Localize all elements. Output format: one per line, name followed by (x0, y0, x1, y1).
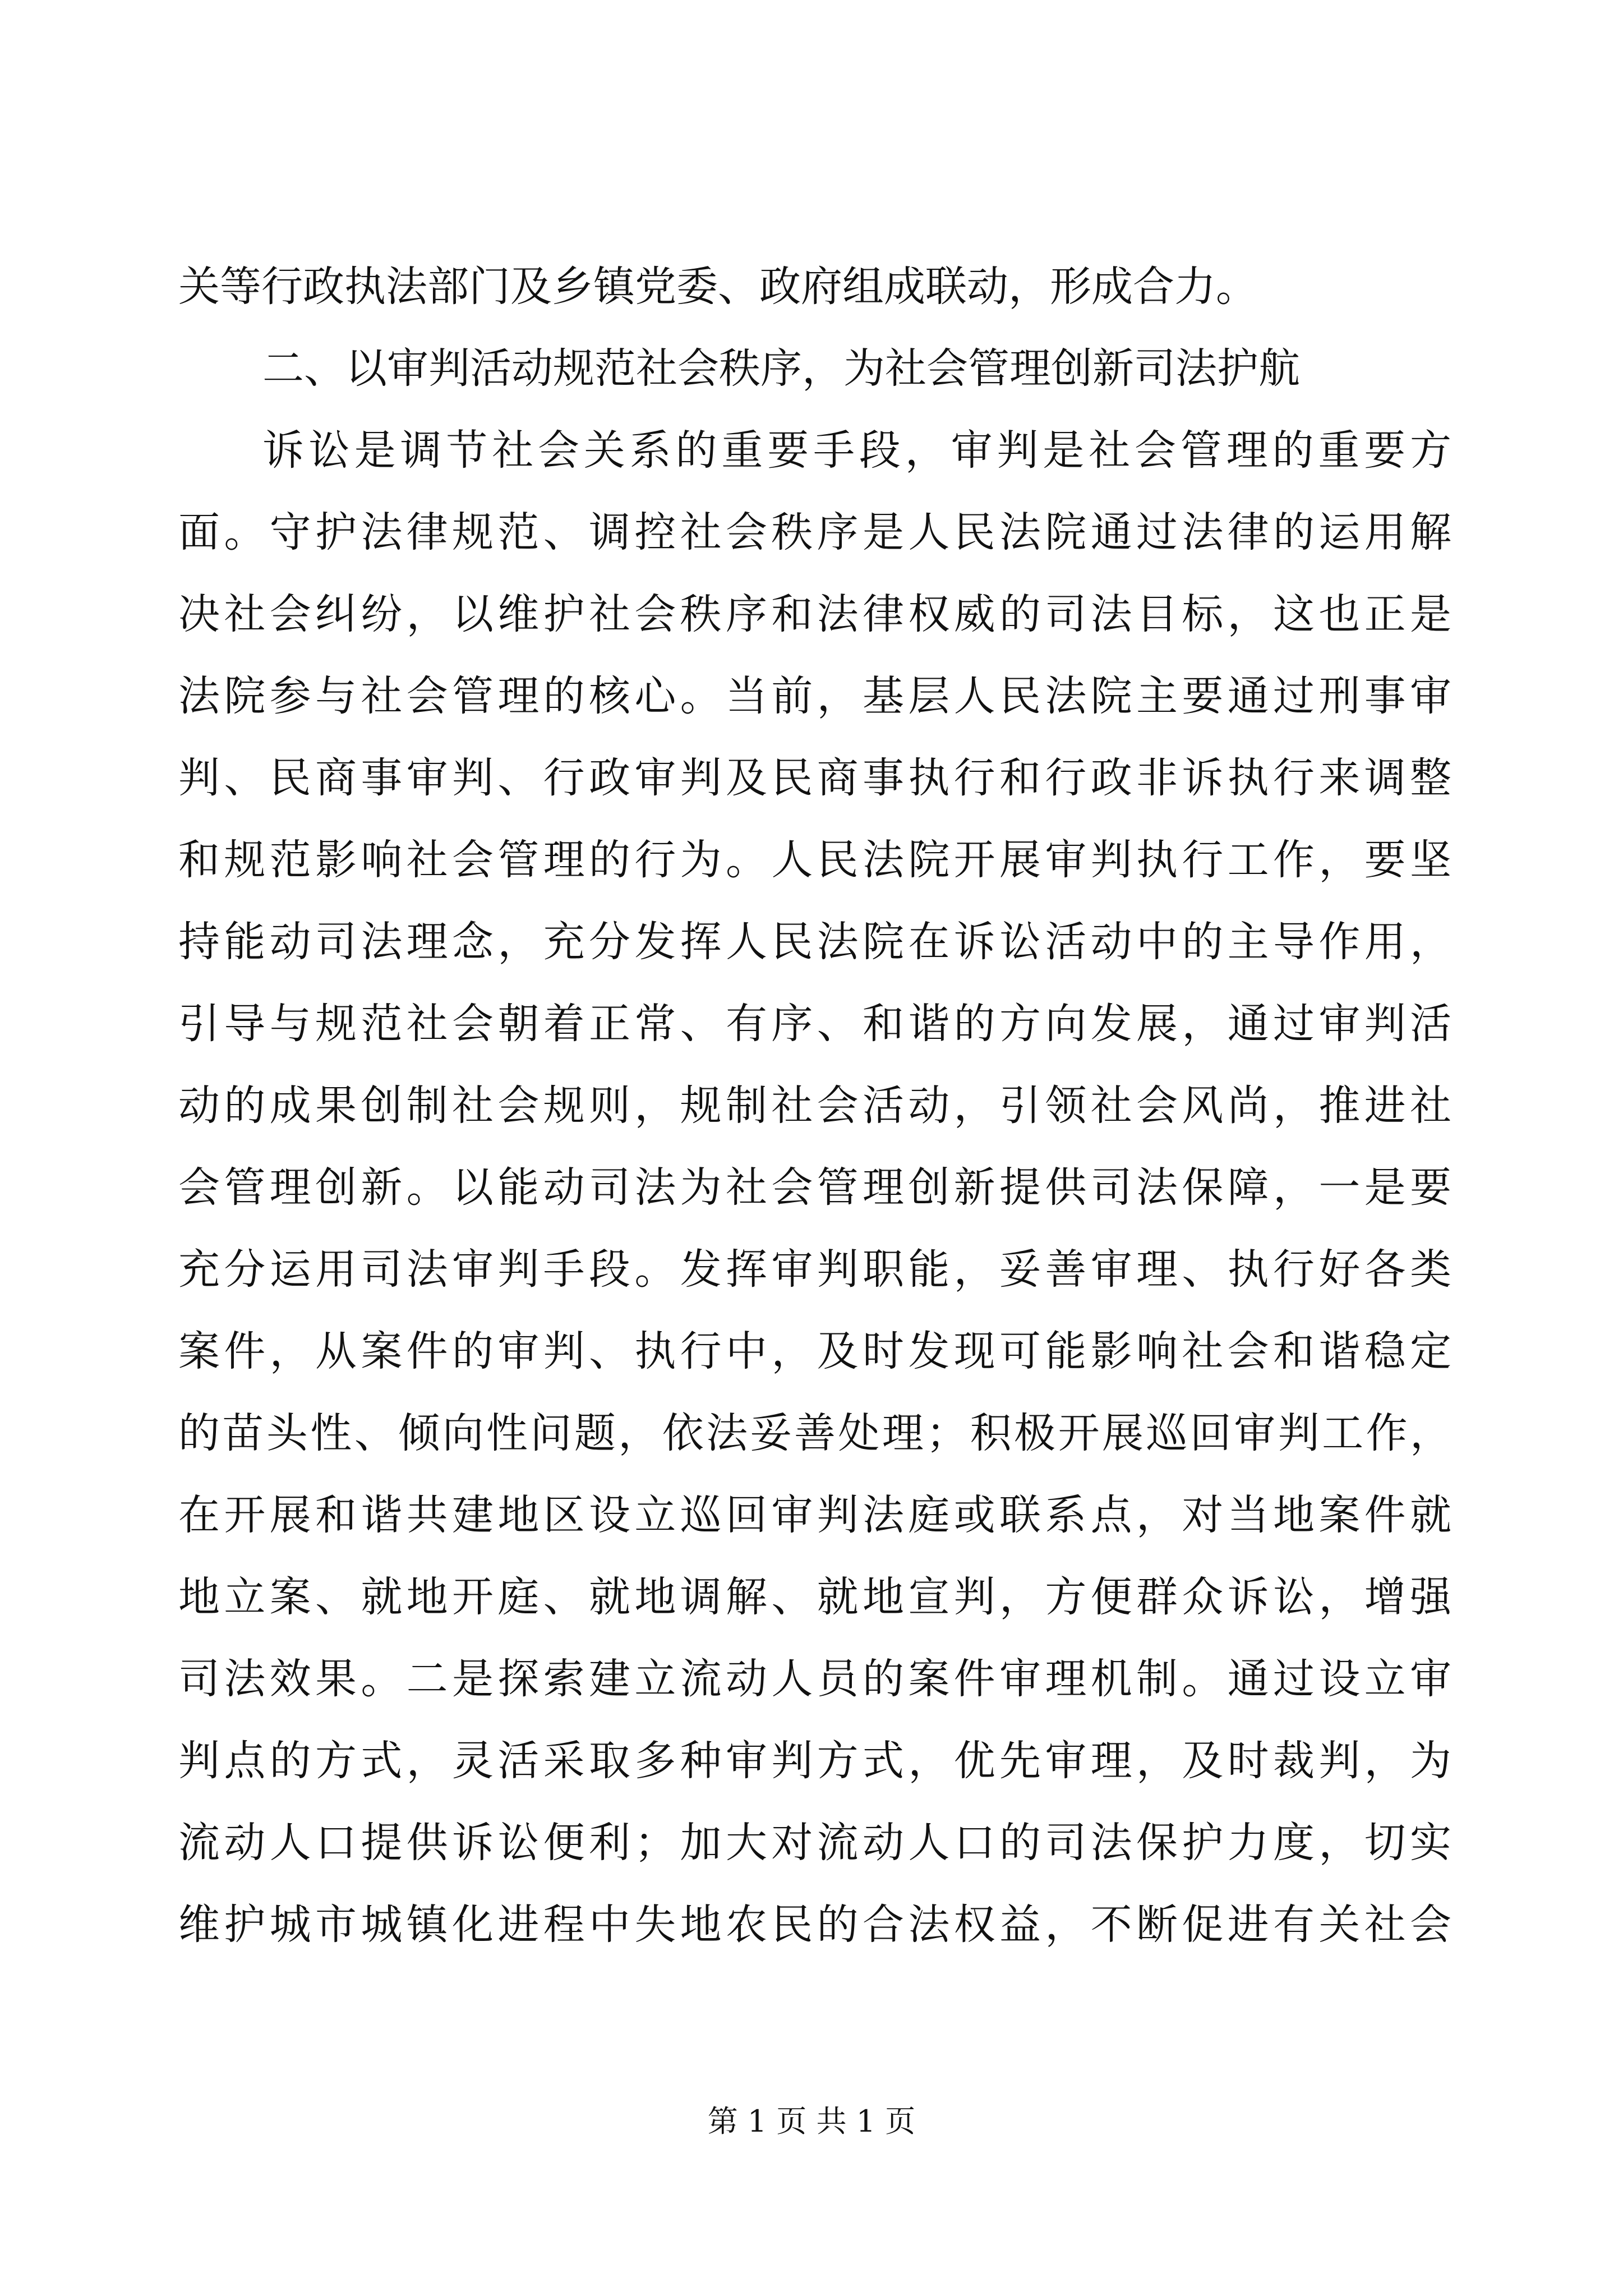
paragraph-line: 判点的方式，灵活采取多种审判方式，优先审理，及时裁判，为 (178, 1737, 1451, 1785)
paragraph-line: 判、民商事审判、行政审判及民商事执行和行政非诉执行来调整 (178, 754, 1451, 802)
document-body (178, 246, 1451, 1966)
paragraph-line: 面。守护法律规范、调控社会秩序是人民法院通过法律的运用解 (178, 508, 1451, 556)
paragraph-line: 决社会纠纷，以维护社会秩序和法律权威的司法目标，这也正是 (178, 590, 1451, 638)
paragraph-line: 充分运用司法审判手段。发挥审判职能，妥善审理、执行好各类 (178, 1245, 1451, 1294)
section-heading: 二、以审判活动规范社会秩序，为社会管理创新司法护航 (262, 344, 1300, 393)
paragraph-line: 在开展和谐共建地区设立巡回审判法庭或联系点，对当地案件就 (178, 1491, 1451, 1539)
paragraph-line: 诉讼是调节社会关系的重要手段，审判是社会管理的重要方 (262, 426, 1451, 475)
paragraph-line: 关等行政执法部门及乡镇党委、政府组成联动，形成合力。 (178, 263, 1257, 311)
paragraph-line: 案件，从案件的审判、执行中，及时发现可能影响社会和谐稳定 (178, 1327, 1451, 1375)
paragraph-line: 引导与规范社会朝着正常、有序、和谐的方向发展，通过审判活 (178, 1000, 1451, 1048)
paragraph-line: 会管理创新。以能动司法为社会管理创新提供司法保障，一是要 (178, 1163, 1451, 1212)
paragraph-line: 司法效果。二是探索建立流动人员的案件审理机制。通过设立审 (178, 1655, 1451, 1703)
paragraph-line: 法院参与社会管理的核心。当前，基层人民法院主要通过刑事审 (178, 672, 1451, 720)
paragraph-line: 动的成果创制社会规则，规制社会活动，引领社会风尚，推进社 (178, 1082, 1451, 1130)
paragraph-line: 地立案、就地开庭、就地调解、就地宣判，方便群众诉讼，增强 (178, 1573, 1451, 1621)
paragraph-line: 和规范影响社会管理的行为。人民法院开展审判执行工作，要坚 (178, 836, 1451, 884)
paragraph-line: 维护城市城镇化进程中失地农民的合法权益，不断促进有关社会 (178, 1901, 1451, 1949)
paragraph-line: 的苗头性、倾向性问题，依法妥善处理；积极开展巡回审判工作， (178, 1409, 1451, 1457)
paragraph-line: 持能动司法理念，充分发挥人民法院在诉讼活动中的主导作用， (178, 918, 1451, 966)
paragraph-line: 流动人口提供诉讼便利；加大对流动人口的司法保护力度，切实 (178, 1819, 1451, 1867)
page-number-footer: 第 1 页 共 1 页 (707, 2104, 916, 2139)
